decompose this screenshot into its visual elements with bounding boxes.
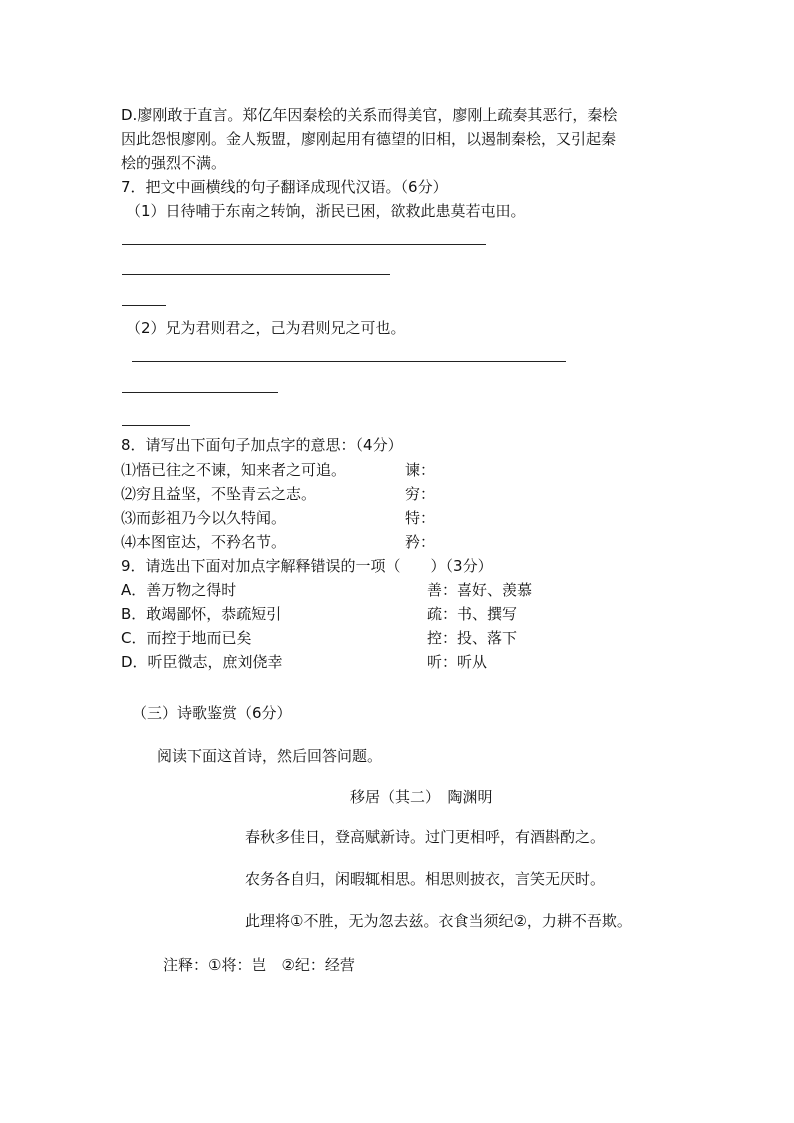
q9-gloss-a: 善：喜好、羡慕 [427,581,533,599]
q8-sentence-4: ⑷本图宦达，不矜名节。 [121,533,287,551]
answer-line[interactable] [122,392,278,393]
passage-line-3: 桧的强烈不满。 [121,154,227,172]
section3-instruction: 阅读下面这首诗，然后回答问题。 [157,747,383,765]
section3-heading: （三）诗歌鉴赏（6分） [132,704,292,722]
answer-line[interactable] [122,244,486,245]
q9-option-a: A．善万物之得时 [121,581,237,599]
q8-title: 8．请写出下面句子加点字的意思：（4分） [121,436,403,454]
q8-sentence-2: ⑵穷且益坚，不坠青云之志。 [121,485,317,503]
passage-line-1: D.廖刚敢于直言。郑亿年因秦桧的关系而得美官，廖刚上疏奏其恶行，秦桧 [121,106,618,124]
q8-sentence-1: ⑴悟已往之不谏，知来者之可追。 [121,461,347,479]
passage-line-2: 因此怨恨廖刚。金人叛盟，廖刚起用有德望的旧相，以遏制秦桧，又引起秦 [121,130,617,148]
poem-line-3: 此理将①不胜，无为忽去兹。衣食当须纪②，力耕不吾欺。 [245,912,632,930]
q9-option-b: B．敢竭鄙怀，恭疏短引 [121,605,282,623]
q9-option-c: C．而控于地而已矣 [121,629,252,647]
q9-option-d: D．听臣微志，庶刘侥幸 [121,653,283,671]
q9-title: 9．请选出下面对加点字解释错误的一项（ ）（3分） [121,557,493,575]
q8-answer-4: 矜： [405,533,436,551]
q8-answer-3: 特： [405,509,436,527]
answer-line[interactable] [122,305,166,306]
poem-notes: 注释：①将：岂 ②纪：经营 [163,956,355,974]
q9-gloss-d: 听：听从 [427,653,488,671]
q9-gloss-c: 控：投、落下 [427,629,518,647]
q7-sentence-1: （1）日待哺于东南之转饷，浙民已困，欲救此患莫若屯田。 [126,202,526,220]
answer-line[interactable] [132,361,566,362]
poem-line-1: 春秋多佳日，登高赋新诗。过门更相呼，有酒斟酌之。 [245,828,606,846]
q9-gloss-b: 疏：书、撰写 [427,605,518,623]
q7-sentence-2: （2）兄为君则君之，己为君则兄之可也。 [126,319,406,337]
q8-answer-2: 穷： [405,485,436,503]
answer-line[interactable] [122,425,190,426]
q8-answer-1: 谏： [405,461,436,479]
q7-title: 7．把文中画横线的句子翻译成现代汉语。（6分） [121,178,448,196]
q8-sentence-3: ⑶而彭祖乃今以久特闻。 [121,509,287,527]
poem-title: 移居（其二） 陶渊明 [350,788,493,806]
poem-line-2: 农务各自归，闲暇辄相思。相思则披衣，言笑无厌时。 [245,870,606,888]
answer-line[interactable] [122,274,390,275]
